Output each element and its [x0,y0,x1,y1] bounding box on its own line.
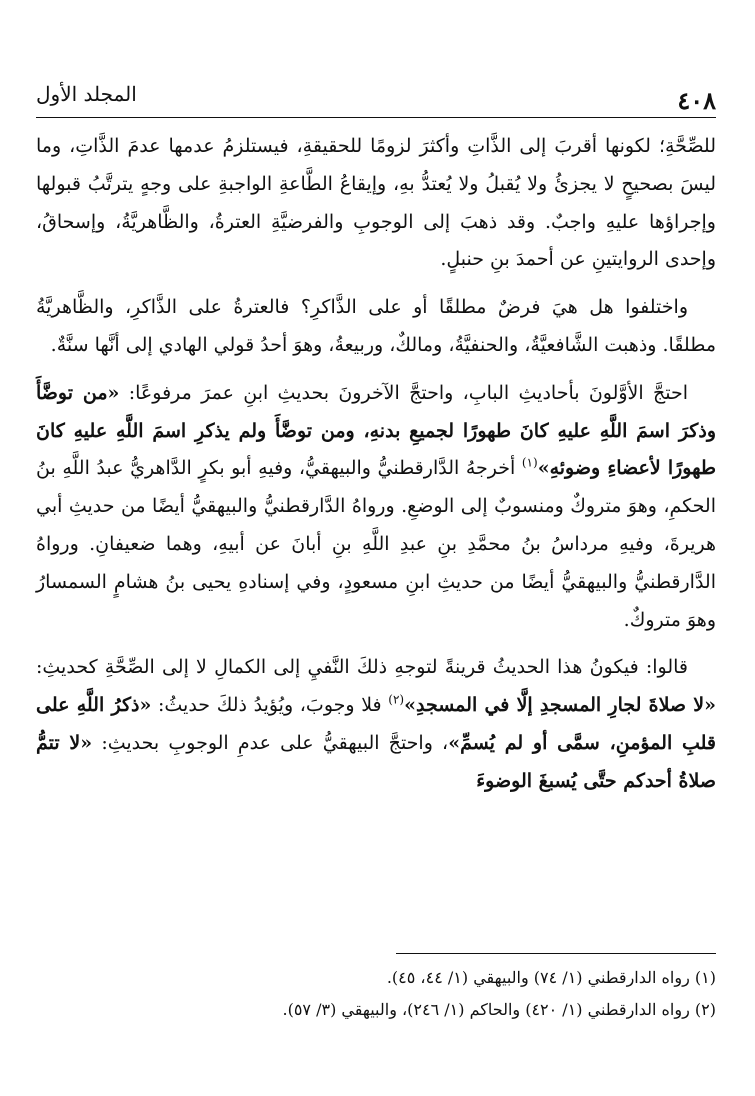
hadith-quote: «ذكرُ اللَّهِ على قلبِ المؤمنِ، سمَّى أو لم يُسمِّ» [36,694,717,754]
footnotes [36,962,716,1026]
main-text [36,128,716,801]
paragraph-4-text: فلا وجوبَ، ويُؤيدُ ذلكَ حديثُ: [157,694,382,717]
footnote-rule [396,953,716,954]
footnote-1: (١) رواه الدارقطني (١/ ٧٤) والبيهقي (١/ ٤٤، ٤٥). [386,968,716,987]
paragraph-4-intro: قالوا: فيكونُ هذا الحديثُ قرينةً لتوجهِ ذلكَ النَّفيِ إلى الكمالِ لا إلى الصِّحَّةِ كحديثِ: [36,656,688,679]
page-number: ٤٠٨ [677,86,716,115]
paragraph-4-text: ، واحتجَّ البيهقيُّ على عدمِ الوجوبِ بحديثِ: [101,731,449,754]
header-rule [36,117,716,118]
hadith-quote: «لا تتمُّ صلاةُ أحدكم حتَّى يُسبغَ الوضوءَ [36,731,716,792]
paragraph-3-intro: احتجَّ الأوَّلونَ بأحاديثِ البابِ، واحتجَّ الآخرونَ بحديثِ ابنِ عمرَ مرفوعًا: [128,381,688,404]
paragraph-2: واختلفوا هل هيَ فرضٌ مطلقًا أو على الذَّاكرِ؟ فالعترةُ على الذَّاكرِ، والظَّاهريَّةُ مطلقًا. وذهبت الشَّافعيَّةُ، والحنفيَّةُ، ومالكٌ، وربيعةُ، وهوَ أحدُ قولي الهادي إلى أنَّها سنَّةٌ. [36,296,716,356]
paragraph-1: للصِّحَّةِ؛ لكونها أقربَ إلى الذَّاتِ وأكثرَ لزومًا للحقيقةِ، فيستلزمُ عدمها عدمَ الذَّاتِ، وما ليسَ بصحيحٍ لا يجزئُ ولا يُقبلُ ولا يُعتدُّ بهِ، وإيقاعُ الطَّاعةِ الواجبةِ على وجهٍ يترتَّبُ قبولها وإجراؤها عليهِ واجبٌ. وقد ذهبَ إلى الوجوبِ والفرضيَّةِ العترةُ، والظَّاهريَّةُ، وإسحاقُ، وإحدى الروايتينِ عن أحمدَ بنِ حنبلٍ. [36,135,716,271]
footnote-2: (٢) رواه الدارقطني (١/ ٤٢٠) والحاكم (١/ ٢٤٦)، والبيهقي (٣/ ٥٧). [282,1000,716,1019]
hadith-quote: «من توضَّأَ وذكرَ اسمَ اللَّهِ عليهِ كانَ طهورًا لجميعِ بدنهِ، ومن توضَّأَ ولم يذكرِ اسمَ اللَّهِ عليهِ كانَ طهورًا لأعضاءِ وضوئهِ» [36,381,716,480]
paragraph-3 [36,375,716,640]
paragraph-4 [36,649,716,800]
paragraph-3-body: أخرجهُ الدَّارقطنيُّ والبيهقيُّ، وفيهِ أبو بكرٍ الدَّاهريُّ عبدُ اللَّهِ بنُ الحكمِ، وهوَ متروكٌ ومنسوبٌ إلى الوضعِ. ورواهُ الدَّارقطنيُّ والبيهقيُّ أيضًا من حديثِ أبي هريرةَ، وفيهِ مرداسُ بنُ محمَّدِ بنِ عبدِ اللَّهِ بنِ أبانَ عن أبيهِ، وهما ضعيفانِ. ورواهُ الدَّارقطنيُّ والبيهقيُّ أيضًا من حديثِ ابنِ مسعودٍ، وفي إسنادهِ يحيى بنُ هشامٍ السمسارُ وهوَ متروكٌ. [36,457,716,631]
volume-title: المجلد الأول [36,82,137,106]
footnote-ref-2[interactable]: (٢) [388,692,405,707]
page-header [36,72,716,118]
footnote-ref-1[interactable]: (١) [521,456,538,471]
hadith-quote: «لا صلاةَ لجارِ المسجدِ إلَّا في المسجدِ» [404,694,716,717]
